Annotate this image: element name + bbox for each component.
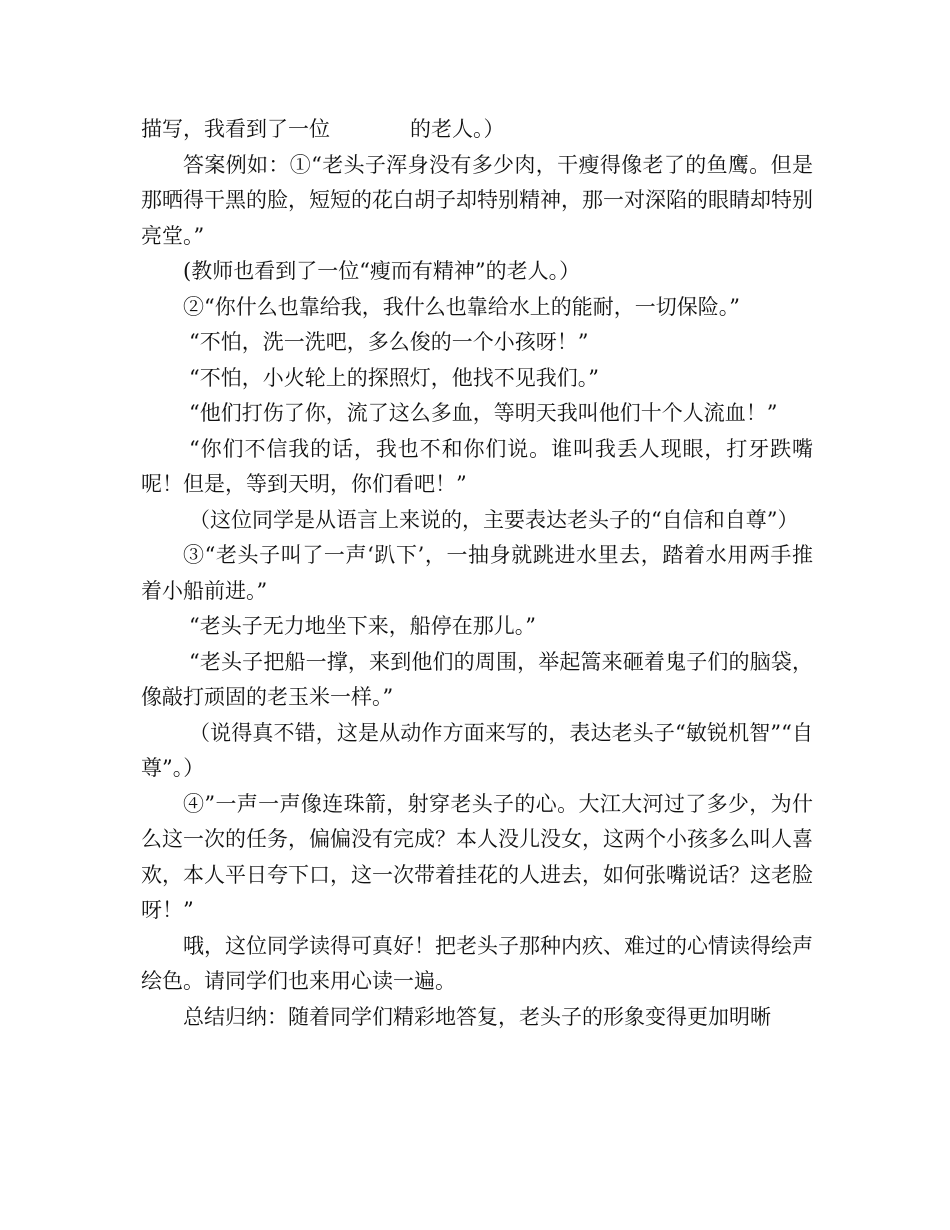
paragraph-quote-3b: “老头子无力地坐下来，船停在那儿。”: [189, 614, 536, 638]
paragraph-teacher-note: (教师也看到了一位“瘦而有精神”的老人。）: [183, 259, 581, 283]
paragraph-summary: 总结归纳：随着同学们精彩地答复，老头子的形象变得更加明晰: [183, 1004, 771, 1029]
paragraph-quote-4: ④”一声一声像连珠箭，射穿老头子的心。大江大河过了多少，为什么这一次的任务，偏偏没有完成？本人没儿没女，这两个小孩多么叫人喜欢，本人平日夸下口，这一次带着挂花的人进去，如何张嘴说话？这老脸呀！”: [141, 791, 813, 922]
intro-text-end: 的老人。）: [410, 117, 505, 141]
paragraph-quote-2d: “他们打伤了你，流了这么多血，等明天我叫他们十个人流血！”: [189, 401, 778, 425]
paragraph-intro: [141, 112, 813, 148]
paragraph-action-note: （说得真不错，这是从动作方面来写的，表达老头子“敏锐机智”“自尊”。）: [141, 720, 813, 780]
paragraph-quote-2a: ②“你什么也靠给我，我什么也靠给水上的能耐，一切保险。”: [183, 294, 740, 319]
paragraph-answer-example: 答案例如：①“老头子浑身没有多少肉，干瘦得像老了的鱼鹰。但是那晒得干黑的脸，短短的花白胡子却特别精神，那一对深陷的眼睛却特别亮堂。”: [141, 152, 813, 248]
intro-text-start: 描写，我看到了一位: [141, 117, 330, 141]
paragraph-quote-3a: ③“老头子叫了一声‘趴下’，一抽身就跳进水里去，踏着水用两手推着小船前进。”: [141, 543, 813, 603]
paragraph-quote-2e: “你们不信我的话，我也不和你们说。谁叫我丢人现眼，打牙跌嘴呢！但是，等到天明，你们看吧！”: [141, 436, 813, 496]
paragraph-quote-2b: “不怕，洗一洗吧，多么俊的一个小孩呀！”: [189, 330, 589, 354]
paragraph-language-note: （这位同学是从语言上来说的，主要表达老头子的“自信和自尊”）: [189, 507, 799, 532]
paragraph-quote-3c: “老头子把船一撑，来到他们的周围，举起篙来砸着鬼子们的脑袋，像敲打顽固的老玉米一样。”: [141, 649, 813, 709]
document-body: [141, 112, 813, 1035]
paragraph-reading-praise: 哦，这位同学读得可真好！把老头子那种内疚、难过的心情读得绘声绘色。请同学们也来用心读一遍。: [141, 933, 813, 993]
paragraph-quote-2c: “不怕，小火轮上的探照灯，他找不见我们。”: [189, 365, 599, 390]
